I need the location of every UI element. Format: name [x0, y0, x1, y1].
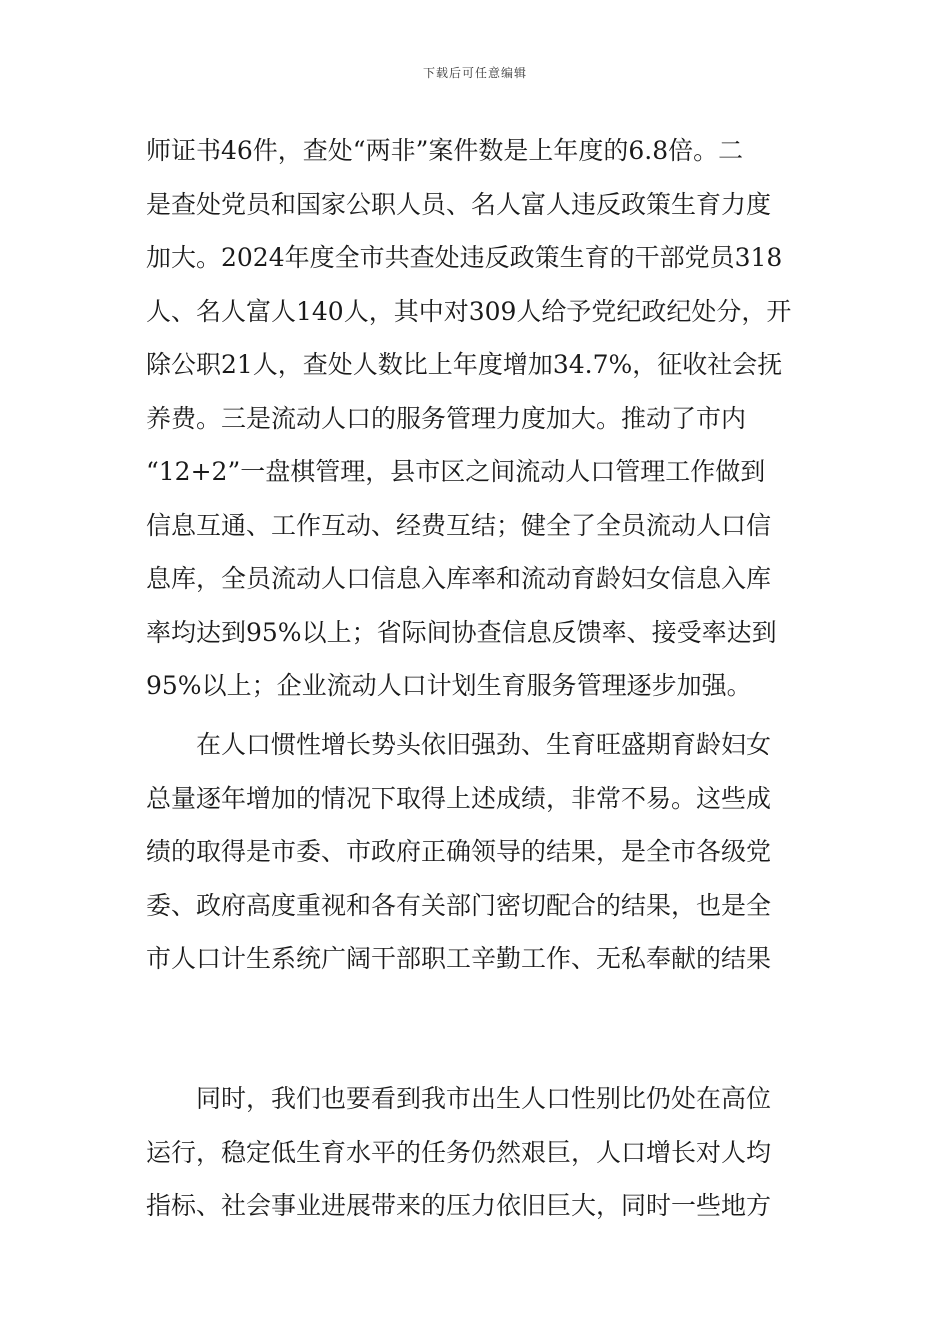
text-line: 总量逐年增加的情况下取得上述成绩，非常不易。这些成 — [146, 783, 772, 813]
text-line: 绩的取得是市委、市政府正确领导的结果，是全市各级党 — [146, 837, 772, 866]
text-line: 养费。三是流动人口的服务管理力度加大。推动了市内 — [146, 403, 747, 433]
text-line: 同时，我们也要看到我市出生人口性别比仍处在高位 — [196, 1084, 772, 1113]
text-line: 息库，全员流动人口信息入库率和流动育龄妇女信息入库 — [146, 564, 772, 593]
paragraph-2 — [146, 718, 806, 986]
text-line: 加大。2024年度全市共查处违反政策生育的干部党员318 — [146, 243, 783, 272]
text-line: 是查处党员和国家公职人员、名人富人违反政策生育力度 — [146, 189, 772, 219]
text-line: 市人口计生系统广阔干部职工辛勤工作、无私奉献的结果 — [146, 944, 772, 973]
text-line: 人、名人富人140人，其中对309人给予党纪政纪处分，开 — [146, 296, 792, 326]
text-line: 运行，稳定低生育水平的任务仍然艰巨，人口增长对人均 — [146, 1137, 772, 1167]
text-line: 除公职21人，查处人数比上年度增加34.7%，征收社会抚 — [146, 350, 783, 379]
paragraph-3 — [146, 1072, 806, 1233]
text-line: 信息互通、工作互动、经费互结；健全了全员流动人口信 — [146, 510, 772, 540]
text-line: “12+2”一盘棋管理，县市区之间流动人口管理工作做到 — [146, 457, 766, 486]
paragraph-1 — [146, 124, 806, 713]
text-line: 95%以上；企业流动人口计划生育服务管理逐步加强。 — [146, 671, 752, 700]
text-line: 师证书46件，查处“两非”案件数是上年度的6.8倍。二 — [146, 136, 744, 165]
page-header: 下载后可任意编辑 — [422, 66, 527, 80]
text-line: 在人口惯性增长势头依旧强劲、生育旺盛期育龄妇女 — [196, 730, 772, 759]
text-line: 委、政府高度重视和各有关部门密切配合的结果，也是全 — [146, 890, 772, 920]
text-line: 率均达到95%以上；省际间协查信息反馈率、接受率达到 — [146, 617, 777, 647]
text-line: 指标、社会事业进展带来的压力依旧巨大，同时一些地方 — [146, 1191, 772, 1220]
